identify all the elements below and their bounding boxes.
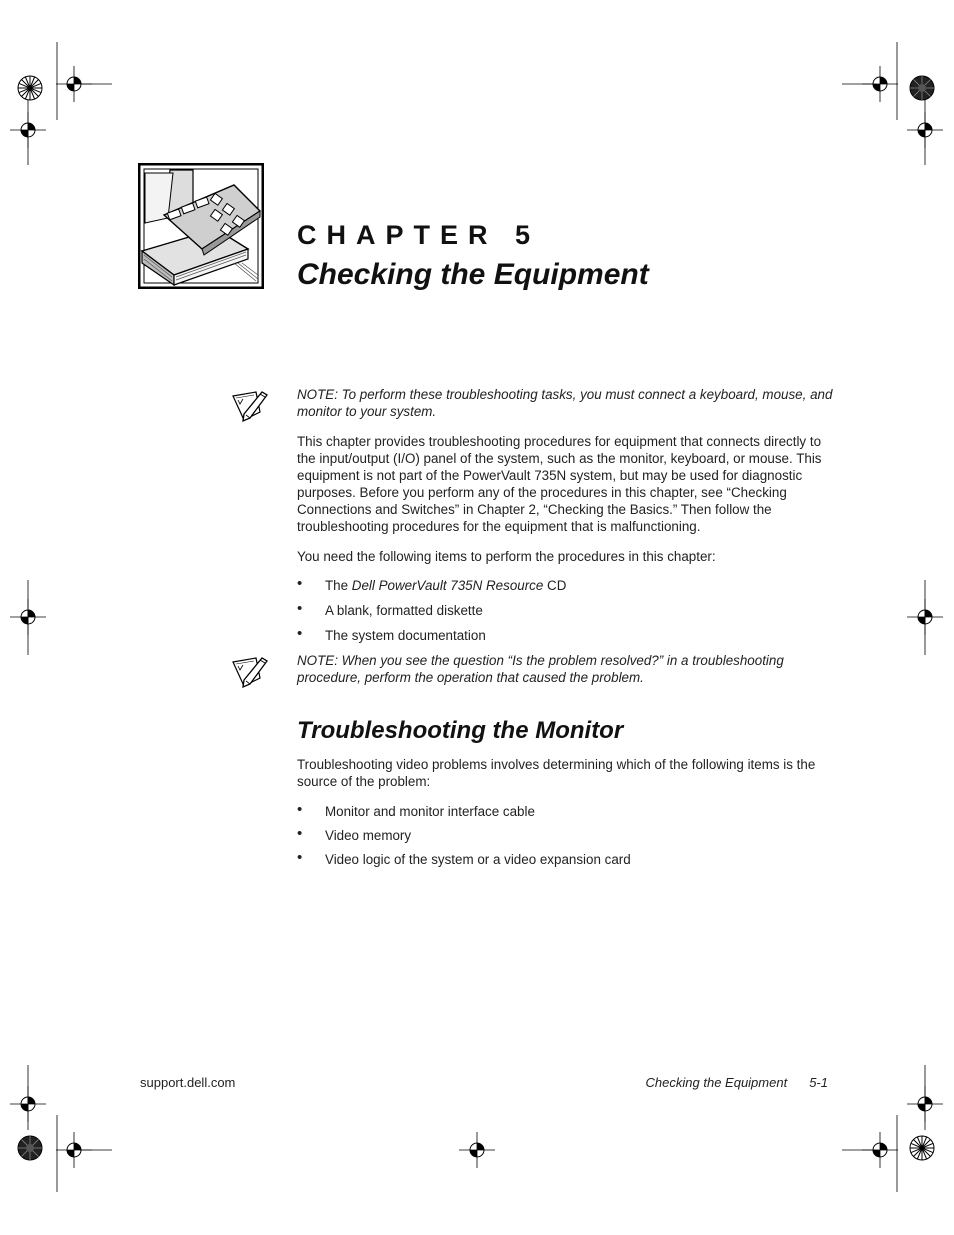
bullet-icon: • [297, 600, 303, 617]
list-item: • Monitor and monitor interface cable [297, 801, 535, 819]
intro-paragraph: This chapter provides troubleshooting procedures for equipment that connects directly to the input/output (I/O) panel of the system, such as the monitor, keyboard, or mouse. This equipment is not part of the PowerVault 735N system, but may be used for diagnostic purposes. Before you perform any of the procedures in this chapter, see “Checking Connections and Switches” in Chapter 2, “Checking the Basics.” Then follow the troubleshooting procedures for the equipment that is malfunctioning. [297, 434, 822, 534]
section-title: Troubleshooting the Monitor [297, 717, 624, 744]
note-pencil-icon [230, 654, 270, 690]
list-item: • Video logic of the system or a video expansion card [297, 849, 631, 867]
list-item: • The Dell PowerVault 735N Resource CD [297, 575, 567, 593]
bullet-icon: • [297, 575, 303, 592]
page-number: 5-1 [809, 1075, 828, 1090]
chapter-label: CHAPTER 5 [297, 220, 541, 250]
bullet-icon: • [297, 849, 303, 866]
items-intro: You need the following items to perform the procedures in this chapter: [297, 549, 716, 564]
list-item: • The system documentation [297, 625, 486, 643]
list-item: • A blank, formatted diskette [297, 600, 483, 618]
cd-title: Dell PowerVault 735N Resource [351, 578, 544, 593]
footer-running-head [646, 1075, 828, 1090]
chapter-illustration-icon [138, 163, 264, 289]
bullet-icon: • [297, 625, 303, 642]
monitor-paragraph: Troubleshooting video problems involves determining which of the following items is the source of the problem: [297, 757, 816, 789]
monitor-items-list [297, 803, 837, 868]
note-text: NOTE: To perform these troubleshooting tasks, you must connect a keyboard, mouse, and monitor to your system. [297, 387, 833, 419]
list-item: • Video memory [297, 825, 412, 843]
bullet-icon: • [297, 801, 303, 818]
bullet-icon: • [297, 825, 303, 842]
note-text: NOTE: When you see the question “Is the problem resolved?” in a troubleshooting procedure, perform the operation that caused the problem. [297, 653, 784, 685]
footer-chapter-title: Checking the Equipment [645, 1075, 788, 1090]
chapter-title: Checking the Equipment [297, 258, 649, 291]
required-items-list [297, 577, 837, 644]
footer-url: support.dell.com [140, 1075, 236, 1090]
note-pencil-icon [230, 388, 270, 424]
